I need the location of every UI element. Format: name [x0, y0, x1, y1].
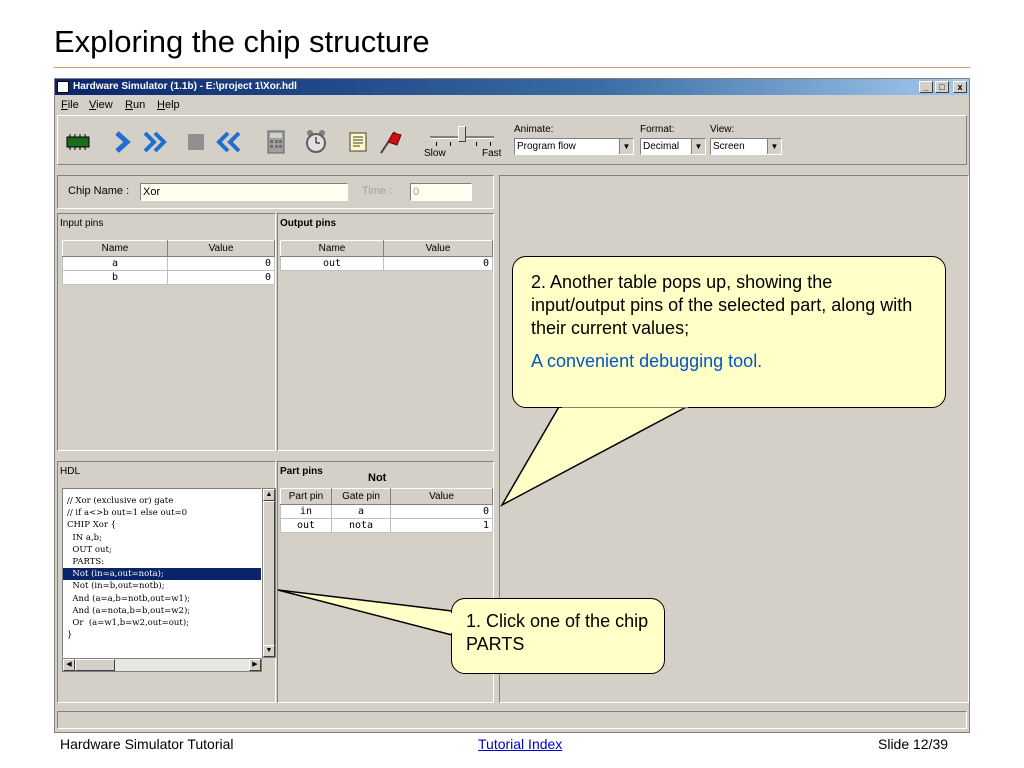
- pin-name: b: [63, 271, 168, 285]
- pin-value: 0: [384, 257, 493, 271]
- slide-number: Slide 12/39: [878, 736, 949, 752]
- table-row[interactable]: [281, 519, 493, 533]
- breakpoint-flag-icon[interactable]: [376, 128, 404, 156]
- hdl-line[interactable]: }: [67, 630, 73, 641]
- calculator-icon[interactable]: [262, 128, 290, 156]
- part-pins-title: Part pins: [280, 466, 323, 477]
- table-row[interactable]: [281, 505, 493, 519]
- clock-icon[interactable]: [302, 128, 330, 156]
- gate-pin: a: [332, 505, 391, 519]
- pin-value: 0: [391, 505, 493, 519]
- output-pins-title: Output pins: [280, 218, 337, 229]
- scroll-left-icon[interactable]: ◀: [63, 659, 75, 671]
- hdl-panel: [57, 461, 276, 703]
- column-header[interactable]: Name: [281, 241, 384, 257]
- column-header[interactable]: Value: [384, 241, 493, 257]
- hdl-line[interactable]: PARTS:: [67, 556, 105, 567]
- speed-fast-label: Fast: [482, 148, 502, 159]
- hdl-line[interactable]: And (a=nota,b=b,out=w2);: [67, 605, 191, 616]
- hdl-vertical-scrollbar[interactable]: [262, 488, 276, 658]
- input-pins-panel: [57, 213, 276, 451]
- callout-2-text: 2. Another table pops up, showing the input/output pins of the selected part, along with their current values;: [531, 272, 913, 338]
- chip-load-icon[interactable]: [64, 128, 92, 156]
- footer-left: Hardware Simulator Tutorial: [60, 736, 234, 752]
- format-select[interactable]: [640, 138, 706, 155]
- animate-value: Program flow: [517, 141, 576, 152]
- column-header[interactable]: Value: [168, 241, 275, 257]
- toolbar: [57, 115, 967, 165]
- input-pins-table: [62, 240, 275, 285]
- hdl-title: HDL: [60, 466, 81, 477]
- chip-name-label: Chip Name :: [68, 185, 130, 197]
- time-label: Time :: [362, 185, 393, 197]
- scroll-thumb[interactable]: [75, 659, 115, 671]
- reset-icon[interactable]: [214, 128, 242, 156]
- hdl-line[interactable]: Not (in=b,out=notb);: [67, 581, 165, 592]
- minimize-button[interactable]: _: [919, 81, 933, 93]
- left-panel: [57, 175, 498, 703]
- output-pins-table: [280, 240, 493, 271]
- part-pins-table: [280, 488, 493, 533]
- column-header[interactable]: Value: [391, 489, 493, 505]
- scroll-up-icon[interactable]: ▲: [263, 489, 275, 501]
- animate-label: Animate:: [514, 124, 554, 135]
- callout-debug-info: [512, 256, 946, 408]
- format-value: Decimal: [643, 141, 680, 152]
- hdl-line[interactable]: Or (a=w1,b=w2,out=out);: [67, 617, 189, 628]
- scroll-down-icon[interactable]: ▼: [263, 645, 275, 657]
- window-title: Hardware Simulator (1.1b) - E:\project 1\Xor.hdl: [73, 81, 297, 92]
- table-row[interactable]: [281, 257, 493, 271]
- run-icon[interactable]: [142, 128, 170, 156]
- hdl-code[interactable]: [62, 488, 262, 658]
- view-value: Screen: [713, 141, 745, 152]
- view-select[interactable]: [710, 138, 782, 155]
- hdl-line[interactable]: // if a<>b out=1 else out=0: [67, 508, 188, 519]
- output-pins-panel: [277, 213, 494, 451]
- menu-view[interactable]: View: [89, 99, 113, 111]
- menu-file[interactable]: File: [61, 99, 79, 111]
- column-header[interactable]: Gate pin: [332, 489, 391, 505]
- hdl-line[interactable]: OUT out;: [67, 544, 112, 555]
- single-step-icon[interactable]: [108, 128, 136, 156]
- status-bar: [57, 711, 967, 729]
- pin-value[interactable]: 0: [168, 271, 275, 285]
- menu-help[interactable]: Help: [157, 99, 180, 111]
- scroll-thumb[interactable]: [263, 501, 275, 647]
- script-icon[interactable]: [344, 128, 372, 156]
- column-header[interactable]: Part pin: [281, 489, 332, 505]
- chevron-down-icon: ▼: [691, 139, 705, 154]
- chip-name-field[interactable]: Xor: [140, 183, 348, 201]
- chip-name-box: [57, 175, 494, 209]
- maximize-button[interactable]: □: [935, 81, 949, 93]
- scroll-right-icon[interactable]: ▶: [249, 659, 261, 671]
- pin-value[interactable]: 0: [168, 257, 275, 271]
- slide-title: Exploring the chip structure: [54, 24, 430, 59]
- pin-name: out: [281, 257, 384, 271]
- title-rule: [54, 67, 970, 68]
- menu-run[interactable]: Run: [125, 99, 146, 111]
- format-label: Format:: [640, 124, 675, 135]
- part-pin: out: [281, 519, 332, 533]
- hdl-line[interactable]: // Xor (exclusive or) gate: [67, 496, 174, 506]
- view-label: View:: [710, 124, 735, 135]
- input-pins-title: Input pins: [60, 218, 104, 229]
- part-name: Not: [368, 472, 387, 484]
- hdl-line[interactable]: IN a,b;: [67, 532, 102, 543]
- callout-2-highlight: A convenient debugging tool.: [531, 351, 763, 371]
- hdl-line-selected[interactable]: Not (in=a,out=nota);: [63, 568, 261, 580]
- part-pin: in: [281, 505, 332, 519]
- window-titlebar[interactable]: [55, 79, 969, 95]
- chevron-down-icon: ▼: [619, 139, 633, 154]
- stop-icon[interactable]: [182, 128, 210, 156]
- speed-slow-label: Slow: [424, 148, 446, 159]
- table-row[interactable]: [63, 257, 275, 271]
- hdl-line[interactable]: And (a=a,b=notb,out=w1);: [67, 593, 191, 604]
- chevron-down-icon: ▼: [767, 139, 781, 154]
- app-icon: [57, 81, 69, 93]
- hdl-horizontal-scrollbar[interactable]: [62, 658, 262, 672]
- close-button[interactable]: x: [953, 81, 967, 93]
- pin-name: a: [63, 257, 168, 271]
- table-row[interactable]: [63, 271, 275, 285]
- callout-click-parts: [451, 598, 665, 674]
- time-field: 0: [410, 183, 472, 201]
- callout-1-text: 1. Click one of the chip PARTS: [466, 611, 649, 654]
- pin-value: 1: [391, 519, 493, 533]
- column-header[interactable]: Name: [63, 241, 168, 257]
- gate-pin: nota: [332, 519, 391, 533]
- speed-slider[interactable]: [428, 124, 498, 146]
- hdl-line[interactable]: CHIP Xor {: [67, 520, 117, 531]
- animate-select[interactable]: [514, 138, 634, 155]
- tutorial-index-link[interactable]: Tutorial Index: [478, 736, 563, 752]
